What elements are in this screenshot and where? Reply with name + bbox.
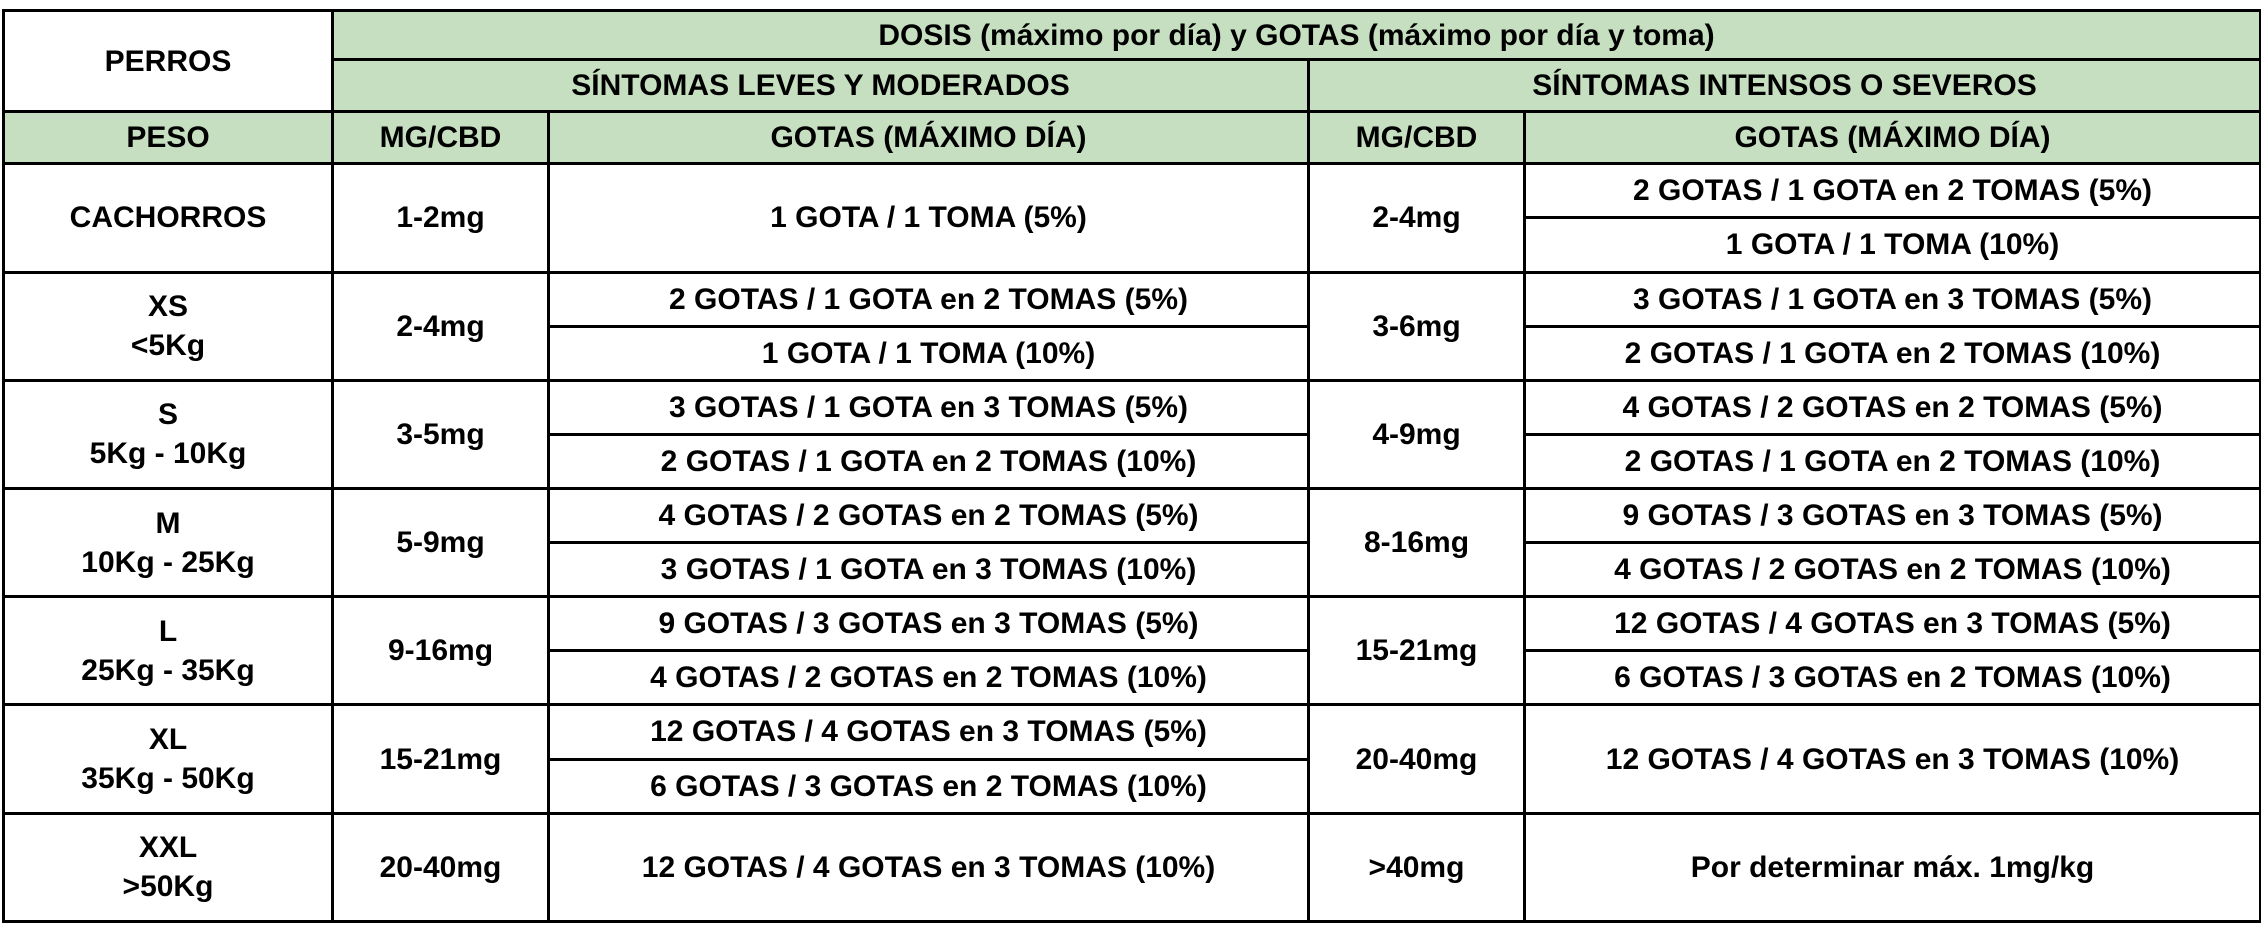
mg-cbd-severe-cell: 8-16mg: [1309, 488, 1525, 596]
table-title: PERROS: [4, 11, 333, 112]
drops-mild-cell: 4 GOTAS / 2 GOTAS en 2 TOMAS (10%): [549, 651, 1309, 705]
size-label: CACHORROS: [69, 201, 267, 235]
drops-severe-cell: 4 GOTAS / 2 GOTAS en 2 TOMAS (10%): [1525, 543, 2261, 597]
column-header-mg-severe: MG/CBD: [1309, 112, 1525, 164]
column-header-mg-mild: MG/CBD: [333, 112, 549, 164]
mg-cbd-mild-cell: 1-2mg: [333, 164, 549, 272]
drops-severe-cell: Por determinar máx. 1mg/kg: [1525, 813, 2261, 921]
mg-cbd-mild-cell: 20-40mg: [333, 813, 549, 921]
drops-severe-cell: 3 GOTAS / 1 GOTA en 3 TOMAS (5%): [1525, 272, 2261, 326]
column-header-drops-mild: GOTAS (MÁXIMO DÍA): [549, 112, 1309, 164]
drops-mild-cell: 12 GOTAS / 4 GOTAS en 3 TOMAS (5%): [549, 705, 1309, 759]
weight-cell: [4, 813, 333, 921]
weight-cell: [4, 272, 333, 380]
mg-cbd-severe-cell: 2-4mg: [1309, 164, 1525, 272]
size-label: M: [155, 506, 181, 540]
size-label: XL: [148, 723, 188, 757]
weight-cell: [4, 164, 333, 272]
mg-cbd-severe-cell: >40mg: [1309, 813, 1525, 921]
drops-mild-cell: 12 GOTAS / 4 GOTAS en 3 TOMAS (10%): [549, 813, 1309, 921]
weight-cell: [4, 488, 333, 596]
mg-cbd-mild-cell: 3-5mg: [333, 380, 549, 488]
mg-cbd-severe-cell: 15-21mg: [1309, 597, 1525, 705]
table-row: [4, 272, 2261, 326]
drops-severe-cell: 2 GOTAS / 1 GOTA en 2 TOMAS (10%): [1525, 434, 2261, 488]
group-header-mild: SÍNTOMAS LEVES Y MODERADOS: [333, 60, 1309, 112]
weight-range: 10Kg - 25Kg: [81, 545, 255, 579]
drops-severe-cell: 2 GOTAS / 1 GOTA en 2 TOMAS (10%): [1525, 326, 2261, 380]
mg-cbd-mild-cell: 2-4mg: [333, 272, 549, 380]
drops-severe-cell: 2 GOTAS / 1 GOTA en 2 TOMAS (5%): [1525, 164, 2261, 218]
mg-cbd-severe-cell: 4-9mg: [1309, 380, 1525, 488]
column-header-weight: PESO: [4, 112, 333, 164]
size-label: XXL: [138, 831, 198, 865]
mg-cbd-mild-cell: 15-21mg: [333, 705, 549, 813]
size-label: S: [157, 398, 178, 432]
drops-mild-cell: 9 GOTAS / 3 GOTAS en 3 TOMAS (5%): [549, 597, 1309, 651]
drops-mild-cell: 4 GOTAS / 2 GOTAS en 2 TOMAS (5%): [549, 488, 1309, 542]
drops-mild-cell: 1 GOTA / 1 TOMA (5%): [549, 164, 1309, 272]
weight-range: 35Kg - 50Kg: [81, 762, 255, 796]
size-label: XS: [147, 290, 189, 324]
mg-cbd-mild-cell: 9-16mg: [333, 597, 549, 705]
table-row: [4, 705, 2261, 759]
weight-cell: [4, 380, 333, 488]
drops-mild-cell: 3 GOTAS / 1 GOTA en 3 TOMAS (10%): [549, 543, 1309, 597]
table-row: [4, 380, 2261, 434]
drops-mild-cell: 2 GOTAS / 1 GOTA en 2 TOMAS (5%): [549, 272, 1309, 326]
weight-cell: [4, 705, 333, 813]
weight-cell: [4, 597, 333, 705]
drops-severe-cell: 12 GOTAS / 4 GOTAS en 3 TOMAS (10%): [1525, 705, 2261, 813]
drops-mild-cell: 1 GOTA / 1 TOMA (10%): [549, 326, 1309, 380]
drops-mild-cell: 3 GOTAS / 1 GOTA en 3 TOMAS (5%): [549, 380, 1309, 434]
drops-mild-cell: 6 GOTAS / 3 GOTAS en 2 TOMAS (10%): [549, 759, 1309, 813]
mg-cbd-mild-cell: 5-9mg: [333, 488, 549, 596]
table-row: [4, 813, 2261, 921]
dosage-table: [2, 9, 2261, 923]
mg-cbd-severe-cell: 3-6mg: [1309, 272, 1525, 380]
main-header: DOSIS (máximo por día) y GOTAS (máximo por día y toma): [333, 11, 2261, 60]
weight-range: 25Kg - 35Kg: [81, 653, 255, 687]
weight-range: >50Kg: [122, 870, 214, 904]
table-row: [4, 597, 2261, 651]
group-header-severe: SÍNTOMAS INTENSOS O SEVEROS: [1309, 60, 2261, 112]
size-label: L: [158, 614, 178, 648]
drops-severe-cell: 9 GOTAS / 3 GOTAS en 3 TOMAS (5%): [1525, 488, 2261, 542]
table-row: [4, 488, 2261, 542]
mg-cbd-severe-cell: 20-40mg: [1309, 705, 1525, 813]
column-header-drops-severe: GOTAS (MÁXIMO DÍA): [1525, 112, 2261, 164]
drops-severe-cell: 12 GOTAS / 4 GOTAS en 3 TOMAS (5%): [1525, 597, 2261, 651]
drops-severe-cell: 6 GOTAS / 3 GOTAS en 2 TOMAS (10%): [1525, 651, 2261, 705]
drops-severe-cell: 1 GOTA / 1 TOMA (10%): [1525, 218, 2261, 272]
weight-range: 5Kg - 10Kg: [89, 437, 247, 471]
weight-range: <5Kg: [130, 329, 206, 363]
table-row: [4, 164, 2261, 218]
drops-severe-cell: 4 GOTAS / 2 GOTAS en 2 TOMAS (5%): [1525, 380, 2261, 434]
drops-mild-cell: 2 GOTAS / 1 GOTA en 2 TOMAS (10%): [549, 434, 1309, 488]
